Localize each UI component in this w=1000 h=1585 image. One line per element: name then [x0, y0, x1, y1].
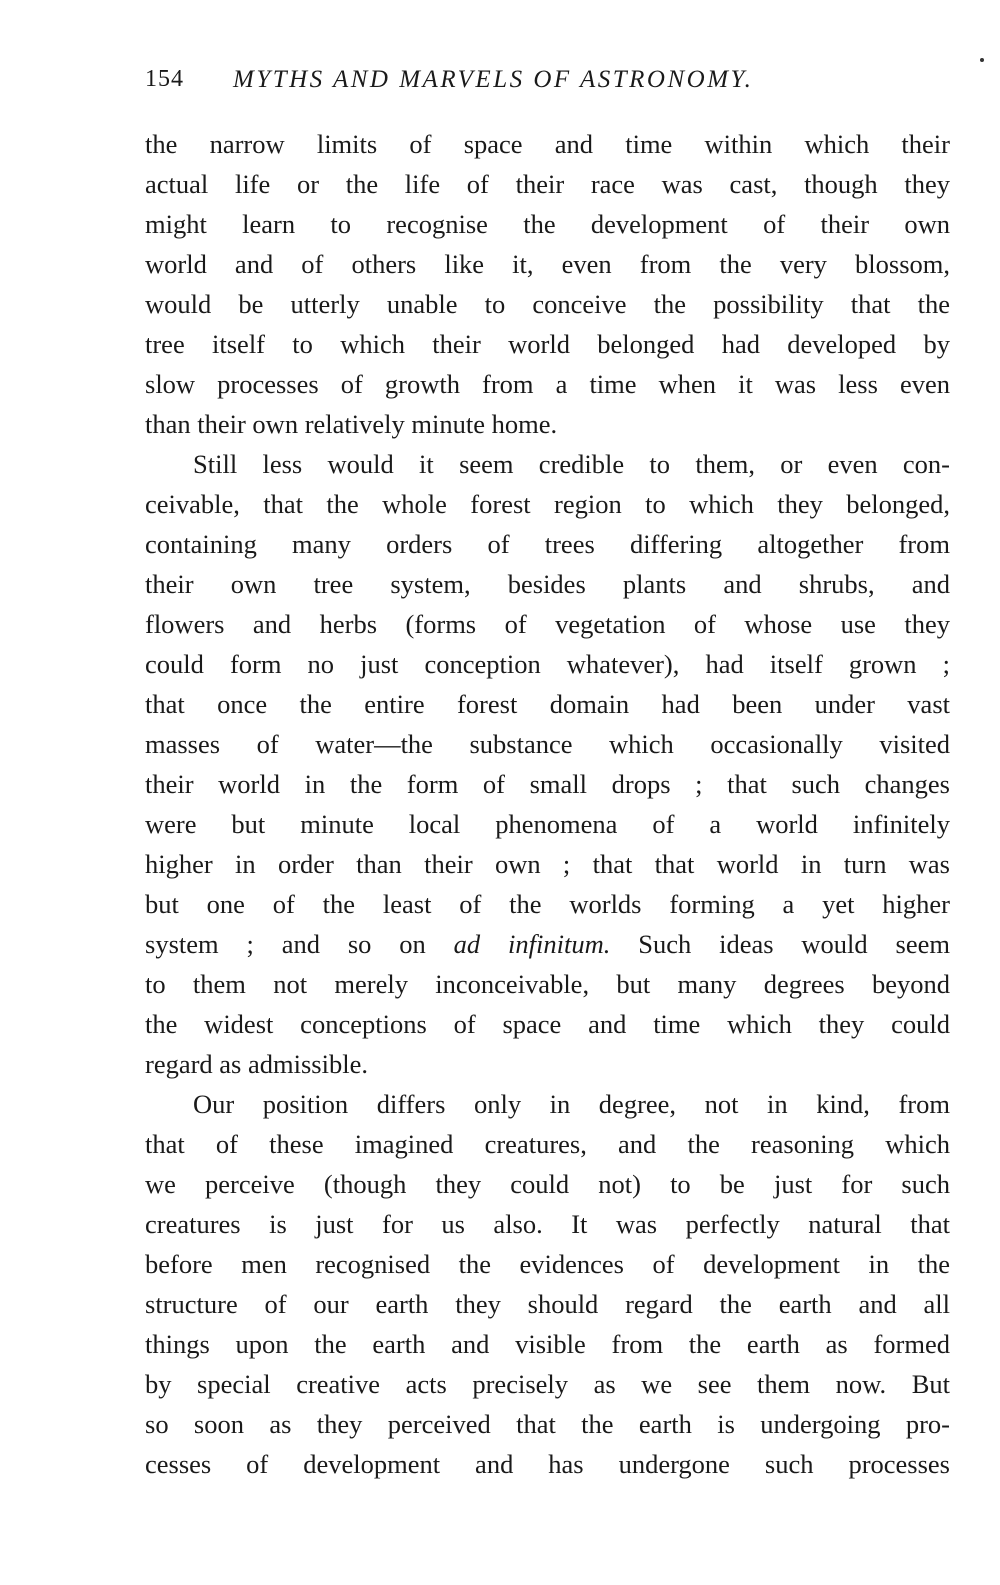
text-line: Our position differs only in degree, not in kind, from [193, 1089, 950, 1119]
text-line: actual life or the life of their race was cast, though they [145, 169, 950, 199]
text-line: masses of water—the substance which occasionally visited [145, 729, 950, 759]
text-line: we perceive (though they could not) to be just for such [145, 1169, 950, 1199]
page-header [145, 66, 955, 106]
text-line: slow processes of growth from a time when it was less even [145, 369, 950, 399]
paragraph-3 [145, 1084, 950, 1484]
text-line: their own tree system, besides plants and shrubs, and [145, 569, 950, 599]
stray-ink-mark [980, 58, 984, 62]
italic-phrase: ad infinitum. [453, 929, 611, 959]
text-line: flowers and herbs (forms of vegetation of whose use they [145, 609, 950, 639]
text-line: before men recognised the evidences of development in the [145, 1249, 950, 1279]
text-line: creatures is just for us also. It was perfectly natural that [145, 1209, 950, 1239]
text-line: cesses of development and has undergone such processes [145, 1449, 950, 1479]
text-line: structure of our earth they should regard the earth and all [145, 1289, 950, 1319]
text-line: containing many orders of trees differing altogether from [145, 529, 950, 559]
text-line: so soon as they perceived that the earth is undergoing pro- [145, 1409, 950, 1439]
text-line: would be utterly unable to conceive the possibility that the [145, 289, 950, 319]
text-line: could form no just conception whatever), had itself grown ; [145, 649, 950, 679]
text-line: ceivable, that the whole forest region to which they belonged, [145, 489, 950, 519]
text-line: than their own relatively minute home. [145, 409, 558, 439]
running-title: MYTHS AND MARVELS OF ASTRONOMY. [233, 66, 754, 93]
text-line: Still less would it seem credible to them, or even con- [193, 449, 950, 479]
text-line: regard as admissible. [145, 1049, 368, 1079]
page-number: 154 [145, 66, 184, 92]
body-text [145, 124, 950, 1484]
text-line: by special creative acts precisely as we see them now. But [145, 1369, 950, 1399]
text-line-with-italic [145, 924, 950, 964]
text-segment: system ; and so on [145, 929, 426, 959]
text-line: things upon the earth and visible from the earth as formed [145, 1329, 950, 1359]
text-line: that of these imagined creatures, and the reasoning which [145, 1129, 950, 1159]
text-line: to them not merely inconceivable, but many degrees beyond [145, 969, 950, 999]
text-line: world and of others like it, even from the very blossom, [145, 249, 950, 279]
paragraph-1 [145, 124, 950, 444]
text-line: that once the entire forest domain had been under vast [145, 689, 950, 719]
text-line: their world in the form of small drops ; that such changes [145, 769, 950, 799]
paragraph-2 [145, 444, 950, 1084]
text-line: the narrow limits of space and time within which their [145, 129, 950, 159]
text-segment: Such ideas would seem [638, 929, 950, 959]
text-line: but one of the least of the worlds forming a yet higher [145, 889, 950, 919]
text-line: might learn to recognise the development of their own [145, 209, 950, 239]
text-line: were but minute local phenomena of a world infinitely [145, 809, 950, 839]
text-line: higher in order than their own ; that that world in turn was [145, 849, 950, 879]
text-line: the widest conceptions of space and time which they could [145, 1009, 950, 1039]
text-line: tree itself to which their world belonged had developed by [145, 329, 950, 359]
